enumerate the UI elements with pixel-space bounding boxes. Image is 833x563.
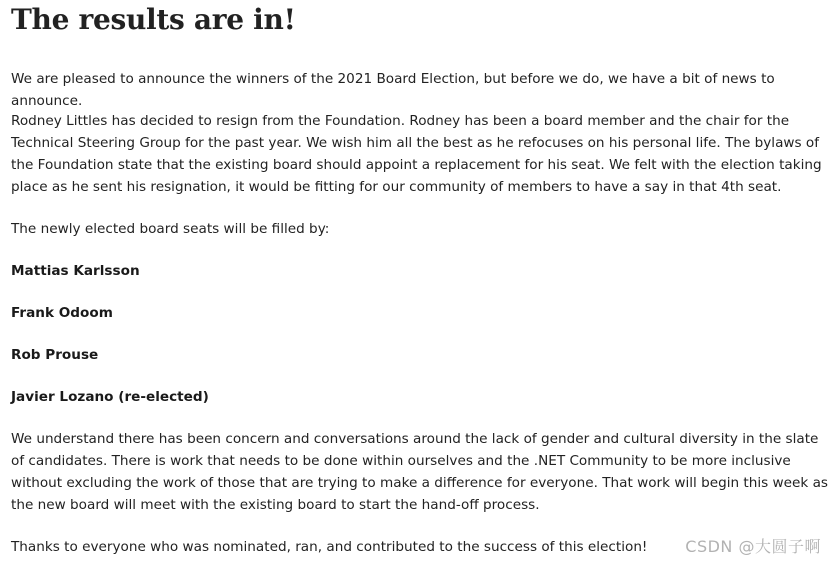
article-title: The results are in! (11, 3, 296, 36)
resignation-paragraph: Rodney Littles has decided to resign from the Foundation. Rodney has been a board member and the chair for the Technical Steering Group for the past year. We wish him all the best as he refocuses on his personal life. The bylaws of the Foundation state that the existing board should appoint a replacement for his seat. We felt with the election taking place as he sent his resignation, it would be fitting for our community of members to have a say in that 4th seat. (11, 113, 822, 195)
diversity-concern-paragraph: We understand there has been concern and conversations around the lack of gender and cultural diversity in the slate of candidates. There is work that needs to be done within ourselves and the .NET Community to be more inclusive without excluding the work of those that are trying to make a difference for everyone. That work will begin this week as the new board will meet with the existing board to start the hand-off process. (11, 431, 829, 513)
elected-member-name: Mattias Karlsson (11, 263, 140, 279)
elected-member-name: Javier Lozano (re-elected) (11, 389, 209, 405)
csdn-watermark: CSDN @大圆子啊 (685, 537, 821, 556)
elected-member-name: Rob Prouse (11, 347, 99, 363)
thanks-paragraph: Thanks to everyone who was nominated, ran, and contributed to the success of this election! (11, 539, 648, 555)
newly-elected-intro: The newly elected board seats will be filled by: (11, 221, 330, 237)
elected-member-name: Frank Odoom (11, 305, 113, 321)
intro-paragraph: We are pleased to announce the winners of the 2021 Board Election, but before we do, we have a bit of news to announce. (11, 71, 775, 109)
